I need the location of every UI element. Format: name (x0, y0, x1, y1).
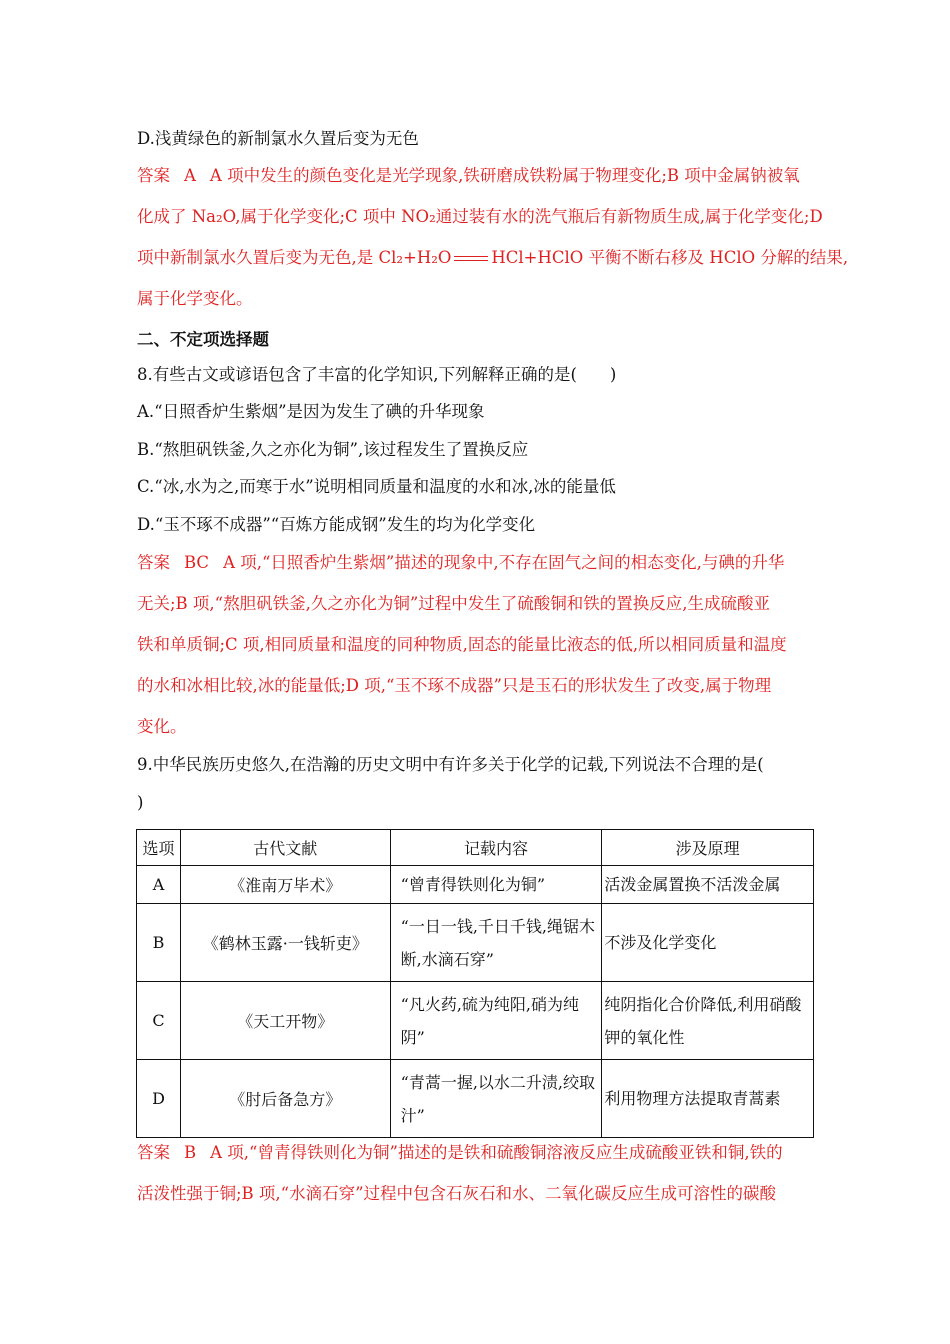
q8-option-d: D.“玉不琢不成器”“百炼方能成钢”发生的均为化学变化 (137, 515, 536, 534)
q9-answer-line-1 (137, 1142, 783, 1164)
table-cell: C (137, 982, 181, 1060)
q7-answer-line-1 (137, 165, 800, 187)
q8-option-a: A.“日照香炉生紫烟”是因为发生了碘的升华现象 (137, 402, 485, 421)
q8-stem: 8.有些古文或谚语包含了丰富的化学知识,下列解释正确的是( ) (137, 365, 617, 384)
table-cell: 纯阴指化合价降低,利用硝酸钾的氧化性 (602, 982, 814, 1060)
table-cell: 活泼金属置换不活泼金属 (602, 866, 814, 904)
q9-stem-line-2: ) (137, 793, 144, 812)
answer-text: HCl+HClO 平衡不断右移及 HClO 分解的结果, (491, 248, 849, 267)
q7-option-d: D.浅黄绿色的新制氯水久置后变为无色 (137, 129, 419, 148)
table-cell: D (137, 1060, 181, 1138)
q8-answer-line-3: 铁和单质铜;C 项,相同质量和温度的同种物质,固态的能量比液态的低,所以相同质量和温度 (137, 635, 787, 654)
table-cell: A (137, 866, 181, 904)
table-cell: 《淮南万毕术》 (180, 866, 390, 904)
q9-stem-line-1: 9.中华民族历史悠久,在浩瀚的历史文明中有许多关于化学的记载,下列说法不合理的是( (137, 755, 764, 774)
table-cell: 《天工开物》 (180, 982, 390, 1060)
q9-table (136, 829, 814, 1138)
q7-answer-line-4: 属于化学变化。 (137, 289, 253, 308)
table-cell: 利用物理方法提取青蒿素 (602, 1060, 814, 1138)
table-header-cell: 古代文献 (180, 830, 390, 866)
answer-label: 答案 (137, 1143, 170, 1162)
answer-text: 项中新制氯水久置后变为无色,是 Cl₂+H₂O (137, 248, 452, 267)
table-row (137, 904, 814, 982)
q8-answer-line-5: 变化。 (137, 717, 187, 736)
answer-text: A 项中发生的颜色变化是光学现象,铁研磨成铁粉属于物理变化;B 项中金属钠被氧 (209, 166, 800, 185)
answer-label: 答案 (137, 553, 170, 572)
table-cell: 《鹤林玉露·一钱斩吏》 (180, 904, 390, 982)
table-cell: “曾青得铁则化为铜” (390, 866, 602, 904)
answer-key: BC (184, 553, 210, 572)
q8-option-b: B.“熬胆矾铁釜,久之亦化为铜”,该过程发生了置换反应 (137, 440, 529, 459)
section-title: 二、不定项选择题 (137, 330, 269, 349)
table-cell: 《肘后备急方》 (180, 1060, 390, 1138)
answer-key: A (184, 166, 196, 185)
table-cell: “凡火药,硫为纯阳,硝为纯阴” (390, 982, 602, 1060)
table-header-cell: 选项 (137, 830, 181, 866)
q7-answer-line-2: 化成了 Na₂O,属于化学变化;C 项中 NO₂通过装有水的洗气瓶后有新物质生成,属于化学变化;D (137, 207, 823, 226)
answer-text: A 项,“日照香炉生紫烟”描述的现象中,不存在固气之间的相态变化,与碘的升华 (223, 553, 785, 572)
q8-answer-line-1 (137, 552, 784, 574)
table-header-cell: 记载内容 (390, 830, 602, 866)
q8-option-c: C.“冰,水为之,而寒于水”说明相同质量和温度的水和冰,冰的能量低 (137, 477, 616, 496)
table-row (137, 982, 814, 1060)
q8-answer-line-2: 无关;B 项,“熬胆矾铁釜,久之亦化为铜”过程中发生了硫酸铜和铁的置换反应,生成硫酸亚 (137, 594, 771, 613)
table-cell: 不涉及化学变化 (602, 904, 814, 982)
table-header-cell: 涉及原理 (602, 830, 814, 866)
table-cell: “青蒿一握,以水二升渍,绞取汁” (390, 1060, 602, 1138)
answer-label: 答案 (137, 166, 170, 185)
table-header-row (137, 830, 814, 866)
answer-text: A 项,“曾青得铁则化为铜”描述的是铁和硫酸铜溶液反应生成硫酸亚铁和铜,铁的 (210, 1143, 783, 1162)
equilibrium-arrow-icon (454, 255, 488, 263)
table-cell: B (137, 904, 181, 982)
table-row (137, 866, 814, 904)
q7-answer-line-3 (137, 247, 848, 269)
q9-answer-line-2: 活泼性强于铜;B 项,“水滴石穿”过程中包含石灰石和水、二氧化碳反应生成可溶性的碳酸 (137, 1184, 777, 1203)
answer-key: B (184, 1143, 197, 1162)
table-row (137, 1060, 814, 1138)
table-cell: “一日一钱,千日千钱,绳锯木断,水滴石穿” (390, 904, 602, 982)
q8-answer-line-4: 的水和冰相比较,冰的能量低;D 项,“玉不琢不成器”只是玉石的形状发生了改变,属于物理 (137, 676, 772, 695)
